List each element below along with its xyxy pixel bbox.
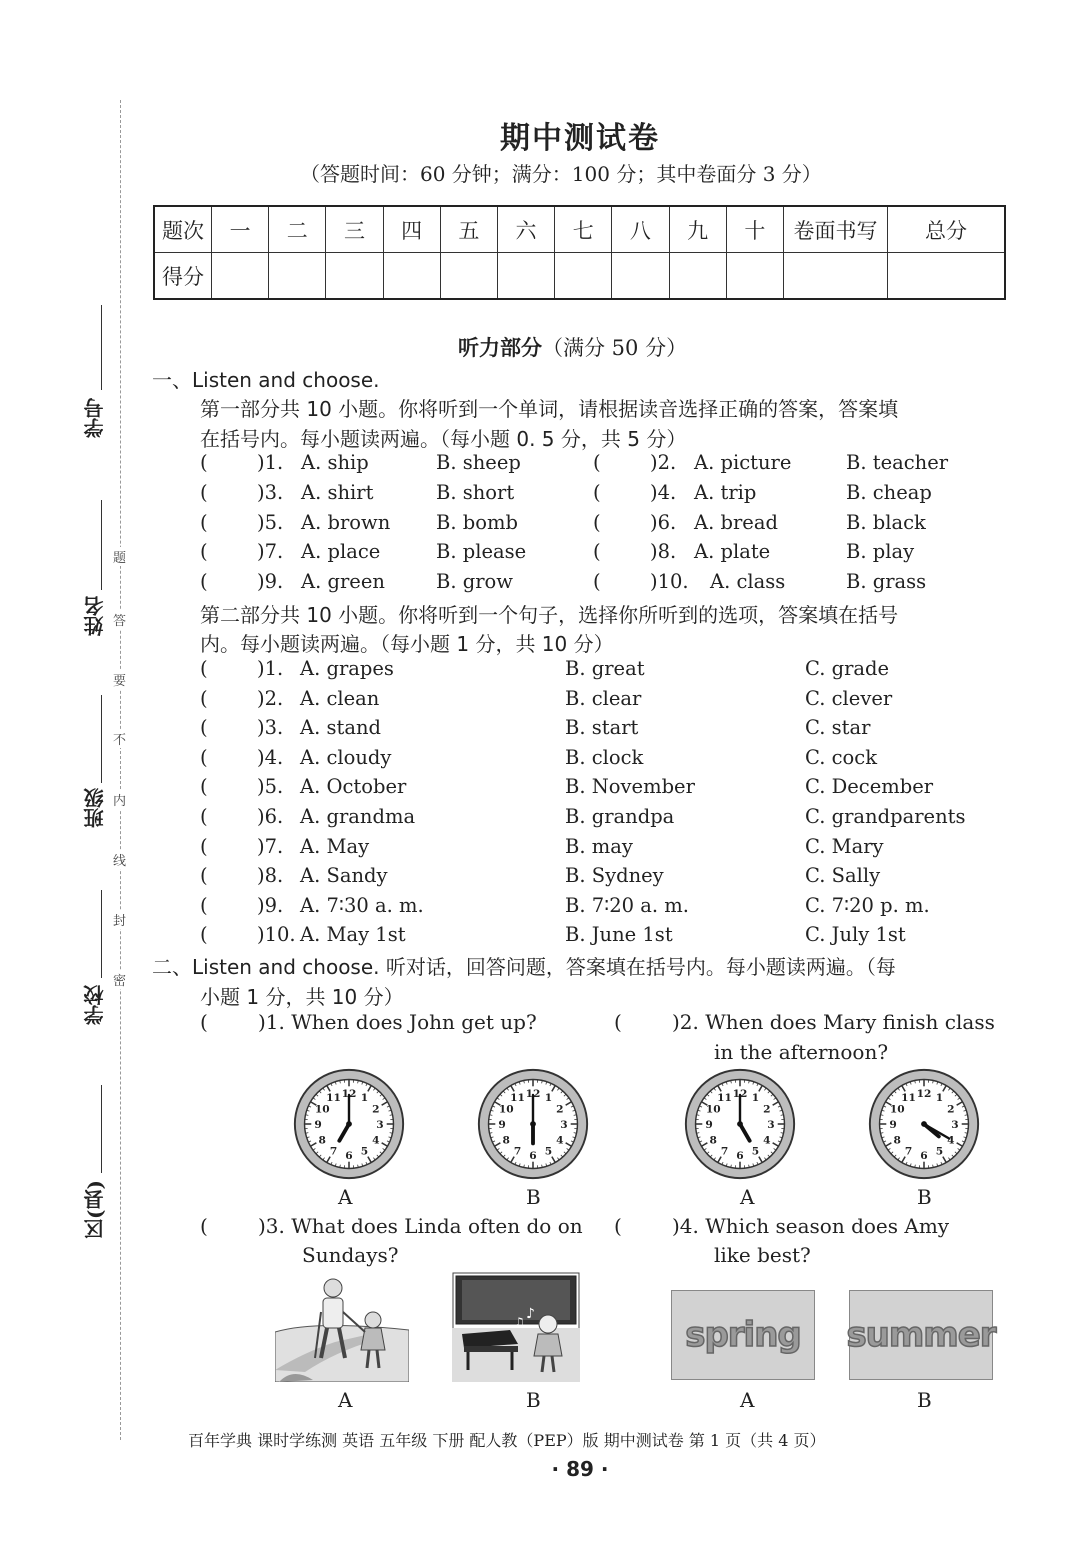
section2-heading-2: 小题 1 分，共 10 分）: [200, 985, 404, 1009]
option-b[interactable]: B. please: [436, 540, 527, 563]
score-table-col: 八: [612, 206, 669, 253]
option-label-a: A: [338, 1185, 353, 1209]
clock-numeral: 4: [556, 1133, 564, 1147]
option-b[interactable]: B. start: [565, 716, 639, 740]
answer-paren[interactable]: (: [593, 481, 601, 504]
option-c[interactable]: C. grandparents: [805, 805, 966, 828]
option-label-b: B: [917, 1185, 932, 1209]
option-c[interactable]: C. December: [805, 775, 934, 799]
answer-paren[interactable]: (: [200, 923, 208, 947]
option-a[interactable]: A. ship: [301, 451, 369, 474]
page-title: 期中测试卷: [500, 121, 660, 156]
listening-score: （满分 50 分）: [542, 336, 688, 360]
answer-paren[interactable]: (: [200, 893, 208, 917]
option-b[interactable]: B. June 1st: [565, 923, 673, 947]
answer-paren[interactable]: (: [614, 1010, 622, 1034]
question-number: )6.: [650, 511, 677, 534]
option-c[interactable]: C. grade: [805, 657, 890, 680]
score-cell[interactable]: [212, 253, 269, 300]
clock-center: [346, 1121, 352, 1127]
clock-numeral: 12: [525, 1086, 541, 1100]
option-label-a: A: [740, 1388, 755, 1412]
score-table-col: 总分: [888, 206, 1006, 253]
clock-numeral: 8: [709, 1133, 717, 1147]
district-label: 区(县): [83, 1180, 107, 1239]
answer-paren[interactable]: (: [593, 511, 601, 534]
answer-paren[interactable]: (: [200, 716, 208, 740]
clock-numeral: 5: [360, 1144, 369, 1158]
clock-center: [737, 1121, 743, 1127]
question-number: )4.: [650, 481, 677, 504]
answer-paren[interactable]: (: [614, 1214, 622, 1238]
seal-char: 答: [113, 610, 126, 629]
option-b[interactable]: B. grandpa: [565, 805, 675, 828]
answer-paren[interactable]: (: [593, 540, 601, 563]
seal-char: 题: [113, 547, 126, 566]
option-b[interactable]: B. 7∶20 a. m.: [565, 893, 689, 917]
student-id-field[interactable]: [101, 305, 102, 390]
part2-instructions-2: 内。每小题读两遍。（每小题 1 分，共 10 分）: [200, 632, 614, 656]
answer-paren[interactable]: (: [200, 775, 208, 799]
clock-numeral: 5: [751, 1144, 760, 1158]
clock-center: [530, 1121, 536, 1127]
part2-instructions: 第二部分共 10 小题。你将听到一个句子，选择你所听到的选项，答案填在括号: [200, 603, 899, 627]
season-card-spring[interactable]: [671, 1290, 815, 1380]
exam-info: （答题时间：60 分钟；满分：100 分；其中卷面分 3 分）: [300, 162, 822, 186]
clock-numeral: 3: [376, 1117, 384, 1131]
score-table-score-row: [154, 253, 1005, 300]
score-table-col: 六: [497, 206, 554, 253]
question-number: )5.: [257, 511, 284, 534]
option-a[interactable]: A. picture: [694, 451, 792, 474]
score-table-row-label: 得分: [154, 253, 212, 300]
part1-instructions: 第一部分共 10 小题。你将听到一个单词，请根据读音选择正确的答案，答案填: [200, 397, 899, 421]
clock-center: [921, 1121, 927, 1127]
answer-paren[interactable]: (: [200, 834, 208, 858]
option-a[interactable]: A. 7∶30 a. m.: [300, 893, 424, 917]
part1-instructions-2: 在括号内。每小题读两遍。（每小题 0. 5 分，共 5 分）: [200, 427, 687, 451]
question-number: )7.: [257, 540, 284, 563]
option-label-a: A: [740, 1185, 755, 1209]
option-c[interactable]: C. clever: [805, 686, 893, 710]
score-cell[interactable]: [555, 253, 612, 300]
score-table-col: 三: [326, 206, 383, 253]
clock-numeral: 2: [763, 1102, 771, 1116]
class-field[interactable]: [101, 695, 102, 783]
seal-char: 不: [113, 729, 126, 748]
score-cell[interactable]: [726, 253, 783, 300]
answer-paren[interactable]: (: [200, 864, 208, 888]
score-cell[interactable]: [888, 253, 1006, 300]
clock-numeral: 1: [935, 1091, 944, 1105]
option-b[interactable]: B. teacher: [846, 451, 949, 474]
question-number: )2.: [650, 451, 677, 474]
walking-picture-option[interactable]: [275, 1272, 409, 1382]
option-a[interactable]: A. grandma: [300, 805, 416, 828]
score-table-col: 七: [555, 206, 612, 253]
option-a[interactable]: A. grapes: [300, 657, 394, 680]
student-name-field[interactable]: [101, 500, 102, 590]
clock-numeral: 1: [544, 1091, 553, 1105]
score-cell[interactable]: [269, 253, 326, 300]
option-a[interactable]: A. May: [300, 834, 370, 858]
clock-numeral: 11: [901, 1091, 916, 1105]
clock-numeral: 9: [889, 1117, 897, 1131]
option-b[interactable]: B. play: [846, 540, 915, 563]
question-number: )9.: [257, 570, 284, 593]
svg-text:♫: ♫: [514, 1315, 525, 1329]
seal-char: 内: [113, 790, 126, 809]
answer-paren[interactable]: (: [200, 1010, 208, 1034]
clock-numeral: 5: [544, 1144, 553, 1158]
question-number: )9.: [257, 893, 284, 917]
answer-paren[interactable]: (: [200, 745, 208, 769]
clock-numeral: 10: [314, 1102, 330, 1116]
question-2-3: )3. What does Linda often do on: [258, 1214, 583, 1238]
question-number: )8.: [650, 540, 677, 563]
option-a[interactable]: A. class: [710, 570, 786, 593]
option-c[interactable]: C. July 1st: [805, 923, 906, 947]
question-number: )5.: [257, 775, 284, 799]
class-label: 班级: [83, 788, 107, 828]
option-b[interactable]: B. short: [436, 481, 515, 504]
score-table-col: 一: [212, 206, 269, 253]
question-2-2: )2. When does Mary finish class: [672, 1010, 995, 1034]
answer-paren[interactable]: (: [200, 686, 208, 710]
season-word: summer: [846, 1315, 996, 1355]
option-b[interactable]: B. grow: [436, 570, 513, 593]
option-a[interactable]: A. Sandy: [300, 864, 388, 888]
question-number: )4.: [257, 745, 284, 769]
score-cell[interactable]: [669, 253, 726, 300]
season-word: spring: [685, 1315, 801, 1355]
option-b[interactable]: B. sheep: [436, 451, 521, 474]
student-id-label: 学号: [83, 398, 107, 438]
clock-numeral: 10: [889, 1102, 905, 1116]
clock-option-2b[interactable]: [865, 1066, 983, 1182]
option-a[interactable]: A. stand: [300, 716, 381, 740]
option-c[interactable]: C. cock: [805, 745, 878, 769]
school-field[interactable]: [101, 890, 102, 978]
clock-numeral: 3: [560, 1117, 568, 1131]
section2-heading: 二、Listen and choose. 听对话，回答问题，答案填在括号内。每小题读两遍。（每: [152, 955, 896, 979]
binding-line: [120, 100, 121, 1440]
footer-info: 百年学典 课时学练测 英语 五年级 下册 配人教（PEP）版 期中测试卷 第 1 页（共 4 页）: [188, 1431, 826, 1450]
option-b[interactable]: B. grass: [846, 570, 927, 593]
option-a[interactable]: A. May 1st: [300, 923, 406, 947]
clock-numeral: 2: [556, 1102, 564, 1116]
clock-numeral: 8: [502, 1133, 510, 1147]
clock-numeral: 9: [498, 1117, 506, 1131]
clock-numeral: 3: [767, 1117, 775, 1131]
answer-paren[interactable]: (: [200, 451, 208, 474]
score-table-col: 卷面书写: [784, 206, 888, 253]
question-2-3-line2: Sundays?: [302, 1243, 399, 1267]
question-number: )6.: [257, 805, 284, 828]
clock-numeral: 2: [372, 1102, 380, 1116]
option-c[interactable]: C. Mary: [805, 834, 884, 858]
option-c[interactable]: C. Sally: [805, 864, 881, 888]
clock-numeral: 3: [951, 1117, 959, 1131]
question-2-4-line2: like best?: [714, 1243, 811, 1267]
clock-numeral: 8: [318, 1133, 326, 1147]
question-number: )2.: [257, 686, 284, 710]
option-a[interactable]: A. October: [300, 775, 407, 799]
clock-numeral: 2: [947, 1102, 955, 1116]
option-a[interactable]: A. plate: [694, 540, 771, 563]
answer-paren[interactable]: (: [200, 805, 208, 828]
clock-numeral: 7: [720, 1144, 729, 1158]
score-cell[interactable]: [784, 253, 888, 300]
question-2-4: )4. Which season does Amy: [672, 1214, 950, 1238]
clock-numeral: 7: [904, 1144, 913, 1158]
clock-numeral: 11: [717, 1091, 732, 1105]
question-number: )1.: [257, 451, 284, 474]
question-number: )1.: [257, 657, 284, 680]
option-a[interactable]: A. bread: [694, 511, 778, 534]
listening-title: [458, 332, 687, 362]
option-a[interactable]: A. cloudy: [300, 745, 392, 769]
answer-paren[interactable]: (: [200, 540, 208, 563]
question-number: )3.: [257, 481, 284, 504]
answer-paren[interactable]: (: [200, 570, 208, 593]
seal-char: 封: [113, 910, 126, 929]
clock-numeral: 10: [705, 1102, 721, 1116]
clock-option-1a[interactable]: [290, 1066, 408, 1182]
clock-option-1b[interactable]: [474, 1066, 592, 1182]
question-2-1: )1. When does John get up?: [258, 1010, 537, 1034]
option-a[interactable]: A. trip: [694, 481, 757, 504]
svg-text:♪: ♪: [526, 1306, 535, 1322]
option-a[interactable]: A. shirt: [301, 481, 374, 504]
listening-title-text: 听力部分: [458, 336, 542, 360]
clock-numeral: 8: [893, 1133, 901, 1147]
clock-numeral: 9: [705, 1117, 713, 1131]
option-b[interactable]: B. bomb: [436, 511, 518, 534]
score-cell[interactable]: [326, 253, 383, 300]
question-number: )8.: [257, 864, 284, 888]
clock-numeral: 11: [510, 1091, 525, 1105]
score-table-row-label: 题次: [154, 206, 212, 253]
student-name-label: 姓名: [83, 596, 107, 636]
option-b[interactable]: B. clear: [565, 686, 642, 710]
option-a[interactable]: A. clean: [300, 686, 380, 710]
district-field[interactable]: [101, 1085, 102, 1173]
answer-paren[interactable]: (: [200, 511, 208, 534]
question-number: )7.: [257, 834, 284, 858]
answer-paren[interactable]: (: [593, 570, 601, 593]
answer-paren[interactable]: (: [200, 657, 208, 680]
option-a[interactable]: A. place: [301, 540, 381, 563]
score-table-col: 五: [440, 206, 497, 253]
question-2-2-line2: in the afternoon?: [714, 1040, 889, 1064]
clock-option-2a[interactable]: [681, 1066, 799, 1182]
clock-numeral: 11: [326, 1091, 341, 1105]
piano-picture-option[interactable]: [452, 1272, 580, 1382]
section1-heading: 一、Listen and choose.: [152, 368, 380, 392]
score-cell[interactable]: [612, 253, 669, 300]
clock-numeral: 12: [732, 1086, 748, 1100]
option-a[interactable]: A. green: [301, 570, 385, 593]
question-number: )10.: [257, 923, 296, 947]
option-label-b: B: [917, 1388, 932, 1412]
option-label-b: B: [526, 1185, 541, 1209]
clock-numeral: 6: [736, 1148, 744, 1162]
score-table-col: 二: [269, 206, 326, 253]
clock-numeral: 6: [345, 1148, 353, 1162]
page-number: · 89 ·: [551, 1457, 609, 1481]
clock-numeral: 4: [763, 1133, 771, 1147]
school-label: 学校: [83, 985, 107, 1025]
score-table-header-row: [154, 206, 1005, 253]
option-b[interactable]: B. black: [846, 511, 926, 534]
option-c[interactable]: C. star: [805, 716, 871, 740]
answer-paren[interactable]: (: [593, 451, 601, 474]
option-b[interactable]: B. Sydney: [565, 864, 664, 888]
option-b[interactable]: B. may: [565, 834, 633, 858]
clock-numeral: 7: [513, 1144, 522, 1158]
score-cell[interactable]: [383, 253, 440, 300]
clock-numeral: 9: [314, 1117, 322, 1131]
option-label-a: A: [338, 1388, 353, 1412]
question-number: )10.: [650, 570, 689, 593]
score-table-col: 九: [669, 206, 726, 253]
clock-numeral: 1: [360, 1091, 369, 1105]
season-card-summer[interactable]: [846, 1290, 996, 1380]
seal-char: 线: [113, 850, 126, 869]
score-table-col: 十: [726, 206, 783, 253]
option-c[interactable]: C. 7∶20 p. m.: [805, 893, 930, 917]
answer-paren[interactable]: (: [200, 1214, 208, 1238]
seal-char: 密: [113, 970, 126, 989]
clock-numeral: 7: [329, 1144, 338, 1158]
clock-numeral: 5: [935, 1144, 944, 1158]
clock-numeral: 1: [751, 1091, 760, 1105]
option-b[interactable]: B. cheap: [846, 481, 932, 504]
option-b[interactable]: B. great: [565, 657, 645, 680]
seal-char: 要: [113, 670, 126, 689]
option-a[interactable]: A. brown: [301, 511, 391, 534]
clock-numeral: 6: [920, 1148, 928, 1162]
option-b[interactable]: B. November: [565, 775, 695, 799]
score-table: [153, 205, 1006, 300]
clock-numeral: 4: [372, 1133, 380, 1147]
score-table-col: 四: [383, 206, 440, 253]
clock-numeral: 12: [916, 1086, 932, 1100]
option-b[interactable]: B. clock: [565, 745, 644, 769]
clock-numeral: 10: [498, 1102, 514, 1116]
answer-paren[interactable]: (: [200, 481, 208, 504]
score-cell[interactable]: [497, 253, 554, 300]
clock-numeral: 4: [947, 1133, 955, 1147]
score-cell[interactable]: [440, 253, 497, 300]
clock-numeral: 6: [529, 1148, 537, 1162]
question-number: )3.: [257, 716, 284, 740]
option-label-b: B: [526, 1388, 541, 1412]
clock-numeral: 12: [341, 1086, 357, 1100]
